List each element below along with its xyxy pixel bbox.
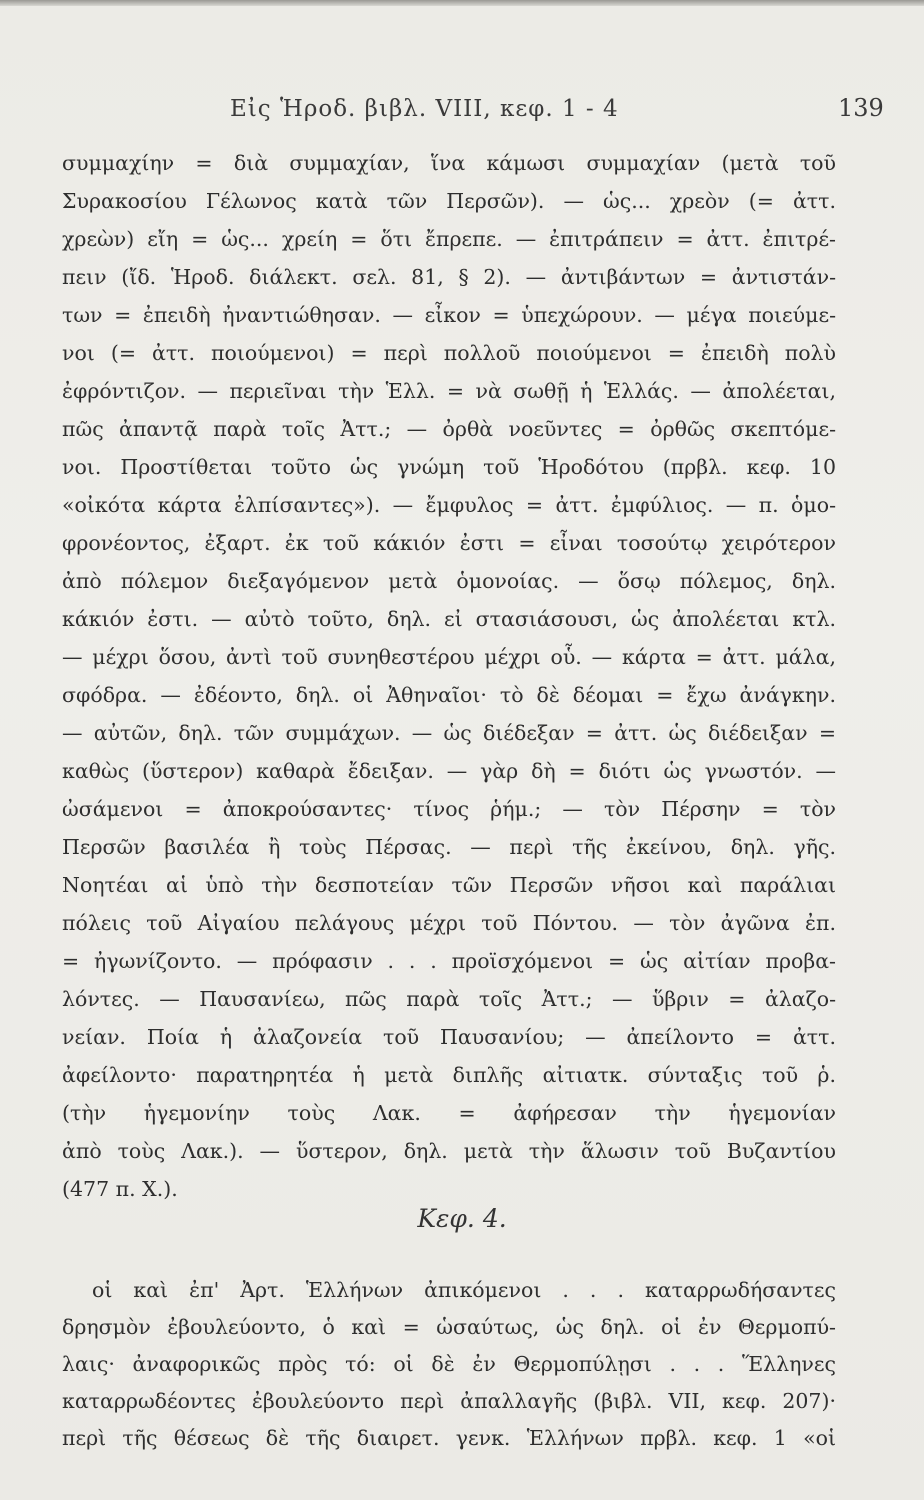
text-line: καθὼς (ὕστερον) καθαρὰ ἔδειξαν. — γὰρ δὴ = διότι ὡς γνωστόν. —	[62, 759, 836, 783]
text-line: φρονέοντος, ἐξαρτ. ἐκ τοῦ κάκιόν ἐστι = εἶναι τοσούτῳ χειρότερον	[62, 531, 836, 555]
text-line: χρεὼν) εἴη = ὡς... χρείη = ὅτι ἔπρεπε. — ἐπιτράπειν = ἀττ. ἐπιτρέ-	[62, 227, 836, 251]
text-line: «οἰκότα κάρτα ἐλπίσαντες»). — ἔμφυλος = ἀττ. ἐμφύλιος. — π. ὁμο-	[62, 493, 836, 517]
text-line: λαις· ἀναφορικῶς πρὸς τό: οἱ δὲ ἐν Θερμοπύλῃσι . . . Ἕλληνες	[62, 1352, 836, 1376]
text-line: — αὐτῶν, δηλ. τῶν συμμάχων. — ὡς διέδεξαν = ἀττ. ὡς διέδειξαν =	[62, 721, 836, 745]
text-line: ἀπὸ πόλεμον διεξαγόμενον μετὰ ὁμονοίας. — ὅσῳ πόλεμος, δηλ.	[62, 569, 836, 593]
text-line: πῶς ἀπαντᾷ παρὰ τοῖς Ἀττ.; — ὀρθὰ νοεῦντες = ὀρθῶς σκεπτόμε-	[62, 417, 836, 441]
text-line: κάκιόν ἐστι. — αὐτὸ τοῦτο, δηλ. εἰ στασιάσουσι, ὡς ἀπολέεται κτλ.	[62, 607, 836, 631]
text-line: (477 π. Χ.).	[62, 1177, 178, 1201]
text-line: καταρρωδέοντες ἐβουλεύοντο περὶ ἀπαλλαγῆς (βιβλ. VII, κεφ. 207)·	[62, 1389, 836, 1413]
commentary-text	[62, 144, 836, 1208]
section-text	[62, 1272, 836, 1457]
text-line: λόντες. — Παυσανίεω, πῶς παρὰ τοῖς Ἀττ.; — ὕβριν = ἀλαζο-	[62, 987, 836, 1011]
text-line: Περσῶν βασιλέα ἢ τοὺς Πέρσας. — περὶ τῆς ἐκείνου, δηλ. γῆς.	[62, 835, 836, 859]
text-line: νοι. Προστίθεται τοῦτο ὡς γνώμη τοῦ Ἡροδότου (πρβλ. κεφ. 10	[62, 455, 836, 479]
text-line: (τὴν ἡγεμονίην τοὺς Λακ. = ἀφήρεσαν τὴν ἡγεμονίαν	[62, 1101, 836, 1125]
page-number: 139	[838, 94, 884, 122]
page-top-edge	[0, 0, 924, 6]
text-line: δρησμὸν ἐβουλεύοντο, ὁ καὶ = ὡσαύτως, ὡς δηλ. οἱ ἐν Θερμοπύ-	[62, 1315, 836, 1339]
text-line: περὶ τῆς θέσεως δὲ τῆς διαιρετ. γενκ. Ἑλλήνων πρβλ. κεφ. 1 «οἱ	[62, 1426, 836, 1450]
text-line: των = ἐπειδὴ ἠναντιώθησαν. — εἶκον = ὑπεχώρουν. — μέγα ποιεύμε-	[62, 303, 836, 327]
text-line: πειν (ἴδ. Ἡροδ. διάλεκτ. σελ. 81, § 2). — ἀντιβάντων = ἀντιστάν-	[62, 265, 836, 289]
text-line: ἀφείλοντο· παρατηρητέα ἡ μετὰ διπλῆς αἰτιατκ. σύνταξις τοῦ ῥ.	[62, 1063, 836, 1087]
text-line: = ἠγωνίζοντο. — πρόφασιν . . . προϊσχόμενοι = ὡς αἰτίαν προβα-	[62, 949, 836, 973]
text-line: Συρακοσίου Γέλωνος κατὰ τῶν Περσῶν). — ὡς... χρεὸν (= ἀττ.	[62, 189, 836, 213]
text-line: πόλεις τοῦ Αἰγαίου πελάγους μέχρι τοῦ Πόντου. — τὸν ἀγῶνα ἐπ.	[62, 911, 836, 935]
section-heading: Κεφ. 4.	[417, 1204, 507, 1233]
text-line: — μέχρι ὅσου, ἀντὶ τοῦ συνηθεστέρου μέχρι οὗ. — κάρτα = ἀττ. μάλα,	[62, 645, 836, 669]
running-head: Εἰς Ἡροδ. βιβλ. VIII, κεφ. 1 - 4	[230, 96, 619, 122]
text-line: συμμαχίην = διὰ συμμαχίαν, ἵνα κάμωσι συμμαχίαν (μετὰ τοῦ	[62, 151, 836, 175]
text-line: οἱ καὶ ἐπ' Ἀρτ. Ἑλλήνων ἀπικόμενοι . . . καταρρωδήσαντες	[92, 1278, 836, 1302]
text-line: νείαν. Ποία ἡ ἀλαζονεία τοῦ Παυσανίου; — ἀπείλοντο = ἀττ.	[62, 1025, 836, 1049]
text-line: ἀπὸ τοὺς Λακ.). — ὕστερον, δηλ. μετὰ τὴν ἅλωσιν τοῦ Βυζαντίου	[62, 1139, 836, 1163]
text-line: σφόδρα. — ἐδέοντο, δηλ. οἱ Ἀθηναῖοι· τὸ δὲ δέομαι = ἔχω ἀνάγκην.	[62, 683, 836, 707]
text-line: ὠσάμενοι = ἀποκρούσαντες· τίνος ῥήμ.; — τὸν Πέρσην = τὸν	[62, 797, 836, 821]
text-line: νοι (= ἀττ. ποιούμενοι) = περὶ πολλοῦ ποιούμενοι = ἐπειδὴ πολὺ	[62, 341, 836, 365]
text-line: Νοητέαι αἱ ὑπὸ τὴν δεσποτείαν τῶν Περσῶν νῆσοι καὶ παράλιαι	[62, 873, 836, 897]
text-line: ἐφρόντιζον. — περιεῖναι τὴν Ἑλλ. = νὰ σωθῇ ἡ Ἑλλάς. — ἀπολέεται,	[62, 379, 836, 403]
